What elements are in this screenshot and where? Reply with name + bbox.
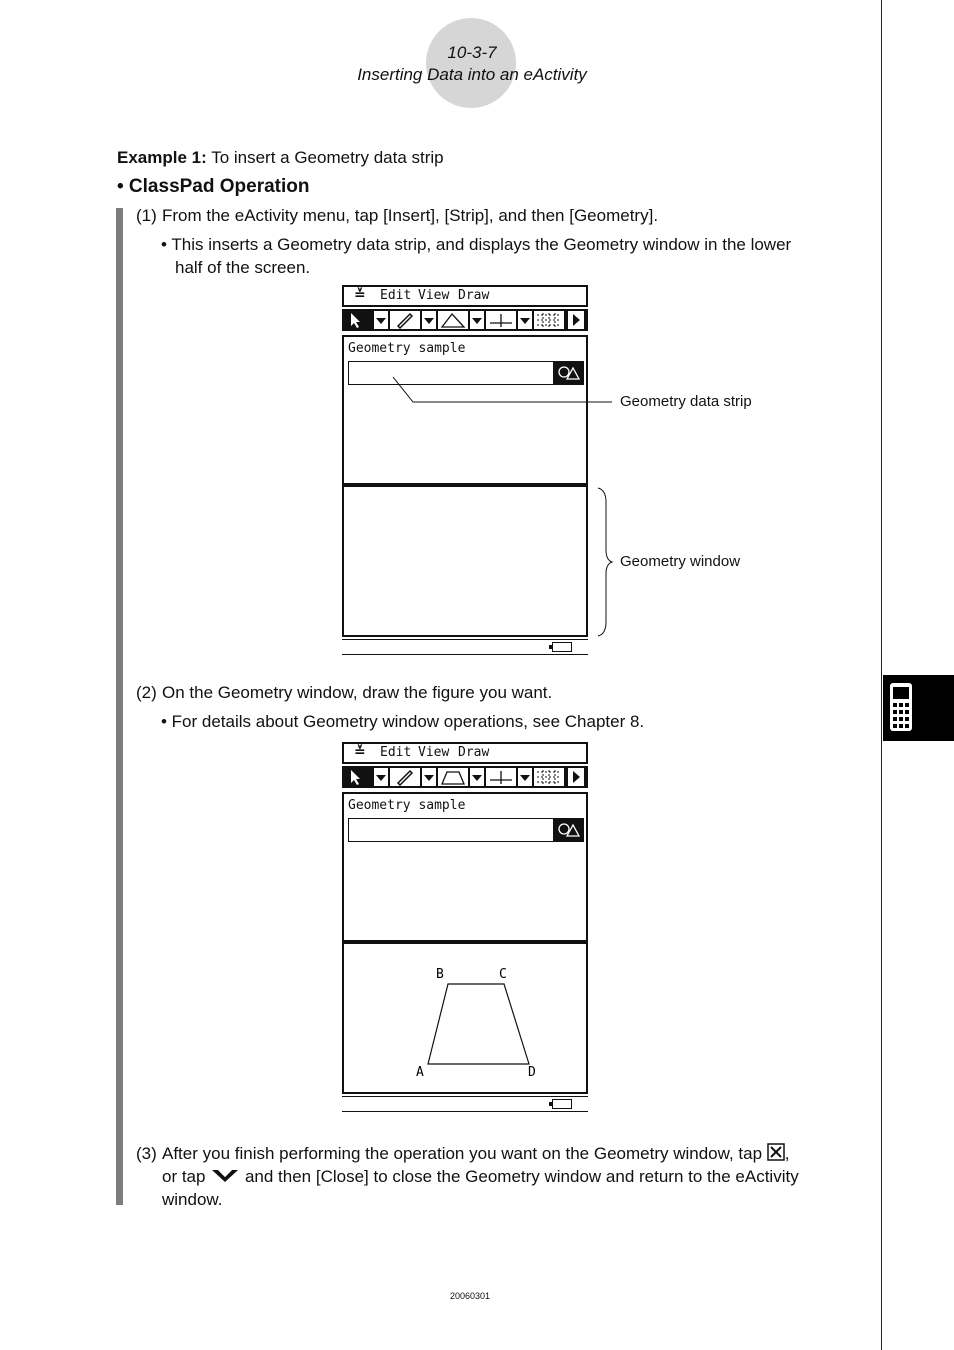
eactivity-window (342, 792, 588, 942)
step-1-number: (1) (136, 206, 157, 225)
step-3-line1-text: After you finish performing the operation you want on the Geometry window, tap (162, 1144, 763, 1163)
menu-draw[interactable]: Draw (458, 745, 490, 760)
pen-icon[interactable] (390, 768, 420, 786)
page-number: 10-3-7 (447, 43, 497, 62)
scroll-right-icon[interactable] (568, 768, 584, 786)
trapezoid-icon[interactable] (438, 768, 468, 786)
menu-view[interactable]: View (418, 288, 450, 303)
example-label: Example 1: (117, 148, 207, 167)
step-3-number: (3) (136, 1144, 157, 1163)
point-d-label: D (528, 1065, 536, 1080)
chapter-tab (883, 675, 954, 741)
section-title: Inserting Data into an eActivity (357, 65, 587, 84)
toolbar (342, 766, 588, 788)
axes-icon[interactable] (486, 768, 516, 786)
callout-geometry-window: Geometry window (620, 553, 741, 570)
trapezoid-figure (344, 944, 586, 1092)
step-2-bullet: • For details about Geometry window operations, see Chapter 8. (161, 712, 645, 731)
geometry-window[interactable] (342, 942, 588, 1094)
step-1-text: From the eActivity menu, tap [Insert], [Strip], and then [Geometry]. (162, 206, 659, 225)
pointer-icon[interactable] (344, 311, 366, 329)
step-1-bullet-line1: • This inserts a Geometry data strip, and displays the Geometry window in the lower (161, 235, 792, 254)
footer-code: 20060301 (449, 1291, 491, 1301)
axes-dropdown[interactable] (518, 768, 532, 786)
calculator-icon (883, 675, 954, 741)
axes-icon[interactable] (486, 311, 516, 329)
geometry-strip-button[interactable] (553, 819, 583, 841)
shape-dropdown[interactable] (470, 768, 484, 786)
example-text: To insert a Geometry data strip (211, 148, 444, 167)
status-bar (342, 1096, 588, 1112)
callout-lines (380, 370, 620, 650)
step-3-line2-b: and then [Close] to close the Geometry window and return to the eActivity (244, 1167, 799, 1186)
close-box-icon[interactable] (767, 1143, 785, 1167)
menu-draw[interactable]: Draw (458, 288, 490, 303)
step-3-line1 (162, 1142, 790, 1167)
operation-heading: • ClassPad Operation (117, 176, 310, 197)
triangle-dropdown[interactable] (470, 311, 484, 329)
menu-edit[interactable]: Edit (380, 288, 412, 303)
menu-chevron-icon[interactable]: ≚ (354, 286, 366, 302)
strip-title: Geometry sample (348, 798, 466, 813)
point-b-label: B (436, 967, 444, 982)
grid-icon[interactable] (534, 768, 564, 786)
menu-bar (342, 742, 588, 764)
pointer-dropdown[interactable] (374, 768, 388, 786)
geometry-data-strip[interactable] (348, 818, 584, 842)
triangle-icon[interactable] (438, 311, 468, 329)
menu-edit[interactable]: Edit (380, 745, 412, 760)
step-2-number: (2) (136, 683, 157, 702)
point-c-label: C (499, 967, 507, 982)
pen-dropdown[interactable] (422, 311, 436, 329)
pointer-dropdown[interactable] (374, 311, 388, 329)
pen-dropdown[interactable] (422, 768, 436, 786)
grid-icon[interactable] (534, 311, 564, 329)
toolbar (342, 309, 588, 331)
margin-rule (881, 0, 882, 1350)
step-2-text: On the Geometry window, draw the figure you want. (162, 683, 553, 702)
point-a-label: A (416, 1065, 424, 1080)
step-3-comma: , (784, 1144, 790, 1163)
menu-bar (342, 285, 588, 307)
step-3-line2-a: or tap (162, 1167, 206, 1186)
header-circle (426, 18, 516, 108)
geometry-icon (553, 819, 583, 841)
strip-title: Geometry sample (348, 341, 466, 356)
battery-icon (552, 1099, 572, 1109)
menu-chevron-icon[interactable]: ≚ (354, 743, 366, 759)
step-3-line2 (162, 1165, 799, 1189)
step-bar (116, 208, 123, 1205)
scroll-right-icon[interactable] (568, 311, 584, 329)
menu-chevron-icon[interactable] (210, 1166, 240, 1189)
pointer-icon[interactable] (344, 768, 366, 786)
step-1-bullet-line2: half of the screen. (175, 258, 311, 277)
callout-geometry-data-strip: Geometry data strip (620, 393, 752, 410)
axes-dropdown[interactable] (518, 311, 532, 329)
pen-icon[interactable] (390, 311, 420, 329)
menu-view[interactable]: View (418, 745, 450, 760)
step-3-line3: window. (162, 1190, 223, 1209)
example-line (117, 146, 444, 169)
